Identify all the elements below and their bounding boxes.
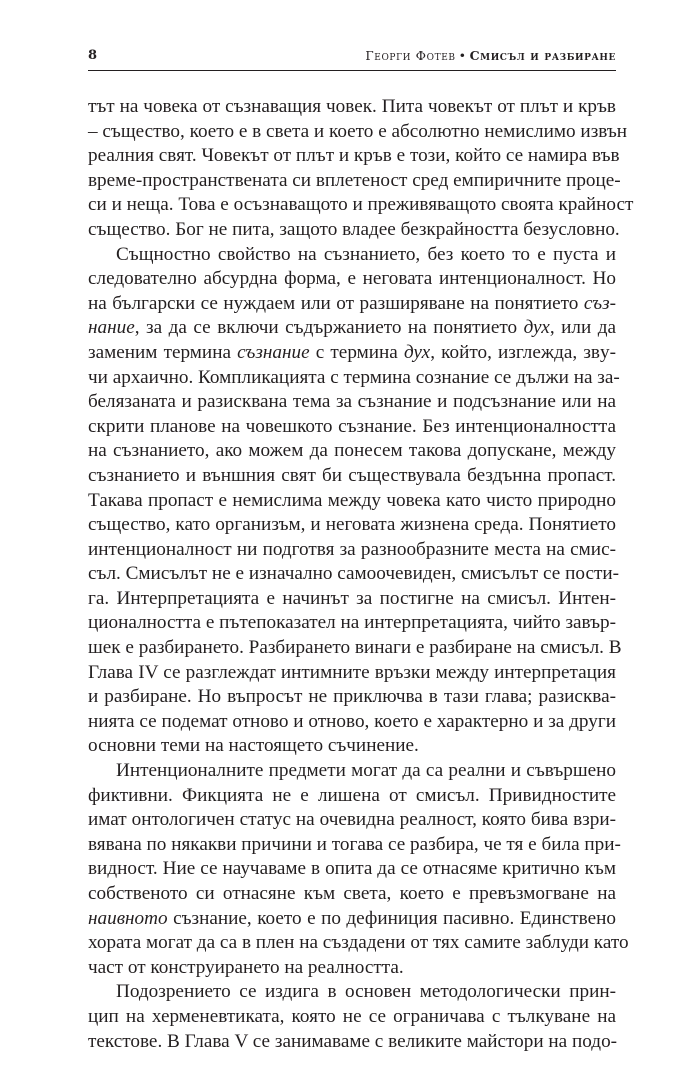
text-segment: и разбиране. Но въпросът не приключва в тази глава; разисква- [88,686,616,708]
italic-term: съзнание [237,341,310,363]
text-line [88,316,616,341]
paragraph [88,243,622,759]
text-line [88,1005,616,1030]
text-segment: реалния свят. Човекът от плът и кръв е този, който се намира във [88,145,620,167]
text-segment: шек е разбирането. Разбирането винаги е разбиране на смисъл. В [88,637,622,659]
text-line [88,808,616,833]
text-segment: белязаната и разисквана тема за съзнание и подсъзнание или на [88,391,616,413]
text-line [88,784,616,809]
text-line [88,734,616,759]
italic-term: дух [403,341,431,363]
text-line [88,464,616,489]
text-segment: тът на човека от съзнаващия човек. Пита човекът от плът и кръв [88,96,616,117]
text-segment: на съзнанието, ако можем да понесем такова допускане, между [88,440,616,462]
italic-term: дух [523,317,550,339]
text-segment: с термина [309,341,404,363]
text-line [88,243,616,268]
running-head [88,44,616,68]
text-line [88,95,616,120]
text-segment: Глава IV се разглеждат интимните връзки между интерпретация [88,661,616,683]
text-segment: текстове. В Глава V се занимаваме с великите майстори на подо- [88,1030,618,1052]
running-title [365,48,616,63]
text-segment: имат онтологичен статус на очевидна реалност, която бива взри- [88,809,616,831]
text-segment: интенционалност ни подготвя за разнообразните места на смис- [88,538,616,560]
text-segment: , или да [549,317,616,339]
text-line [88,907,616,932]
text-line [88,489,616,514]
text-line [88,833,621,858]
text-line [88,562,620,587]
text-line [88,956,616,981]
text-segment: следователно абсурдна форма, е неговата интенционалност. Но [88,268,616,290]
text-line [88,267,616,292]
text-line [88,611,616,636]
text-line [88,931,629,956]
text-line [88,292,616,317]
text-segment: собственото си отнасяне към света, което е превъзмогване на [88,883,616,904]
book-title: Смисъл и разбиране [469,48,616,63]
text-line [88,341,616,366]
text-segment: фиктивни. Фикцията не е лишена от смисъл. Привидностите [88,784,616,806]
text-segment: Същностно свойство на съзнанието, без което то е пуста и [116,243,616,265]
text-segment: съзнание, което е по дефиниция пасивно. Единствено [167,907,616,929]
text-segment: ционалността е пътепоказател на интерпретацията, чийто завър- [88,612,617,634]
text-line [88,661,616,686]
text-line [88,710,616,735]
text-line [88,636,622,661]
text-line [88,685,616,710]
text-segment: , за да се включи съдържанието на понятието [134,317,524,339]
text-segment: видност. Ние се научаваме в опита да се отнасяме критично към [88,858,616,880]
italic-term: съз- [583,292,616,314]
text-segment: Подозрението се издига в основен методологически прин- [116,981,616,1003]
text-line [88,857,616,882]
text-line [88,120,628,145]
text-segment: съл. Смисълът не е изначално самоочевиден, смисълът се пости- [88,563,620,585]
text-segment: скрити планове на човешкото съзнание. Без интенционалността [88,415,616,437]
text-segment: Такава пропаст е немислима между човека като чисто природно [88,489,616,511]
text-segment: хората могат да са в плен на създадени от тях самите заблуди като [88,932,629,954]
header-rule [88,70,616,71]
text-line [88,144,620,169]
text-line [88,587,616,612]
text-segment: основни теми на настоящето съчинение. [88,735,419,757]
text-line [88,759,616,784]
body-text [88,95,634,1054]
paragraph [88,95,634,243]
paragraph [88,759,629,980]
text-segment: същество, като организъм, и неговата жизнена среда. Понятието [88,514,616,536]
text-segment: същество. Бог не пита, защото владее безкрайността безусловно. [88,218,620,240]
text-segment: на български се нуждаем или от разширяване на понятието [88,292,584,314]
text-line [88,193,634,218]
italic-term: нание [88,317,135,339]
text-segment: нията се подемат отново и отново, което е характерно и за други [88,710,616,732]
paragraph [88,980,616,1054]
text-line [88,980,616,1005]
title-separator: • [458,48,467,63]
text-line [88,439,616,464]
text-segment: Интенционалните предмети могат да са реални и съвършено [116,760,616,782]
text-segment: , който, изглежда, звy- [430,341,616,363]
text-line [88,882,616,907]
text-line [88,1030,616,1055]
text-line [88,366,620,391]
text-line [88,390,616,415]
text-segment: вявана по някакви причини и тогава се разбира, че тя е била при- [88,833,621,855]
text-segment: част от конструирането на реалността. [88,956,404,978]
text-line [88,538,616,563]
italic-term: наивното [88,907,168,929]
text-segment: чи архаично. Компликацията с термина сознание се дължи на за- [88,366,620,388]
text-segment: цип на херменевтиката, която не се ограничава с тълкуване на [88,1005,616,1027]
text-segment: заменим термина [88,341,238,363]
text-segment: си и неща. Това е осъзнаващото и преживяващото своята крайност [88,194,634,216]
text-line [88,415,616,440]
text-line [88,169,621,194]
text-line [88,218,620,243]
text-line [88,513,616,538]
author-name: Георги Фотев [365,48,456,63]
text-segment: га. Интерпретацията е начинът за постигне на смисъл. Интен- [88,587,616,609]
page-number: 8 [88,48,98,63]
text-segment: съзнанието и външния свят би съществувала бездънна пропаст. [88,464,616,486]
text-segment: време-пространствената си вплетеност сред емпиричните проце- [88,169,621,191]
text-segment: – същество, което е в света и което е абсолютно немислимо извън [88,120,628,142]
